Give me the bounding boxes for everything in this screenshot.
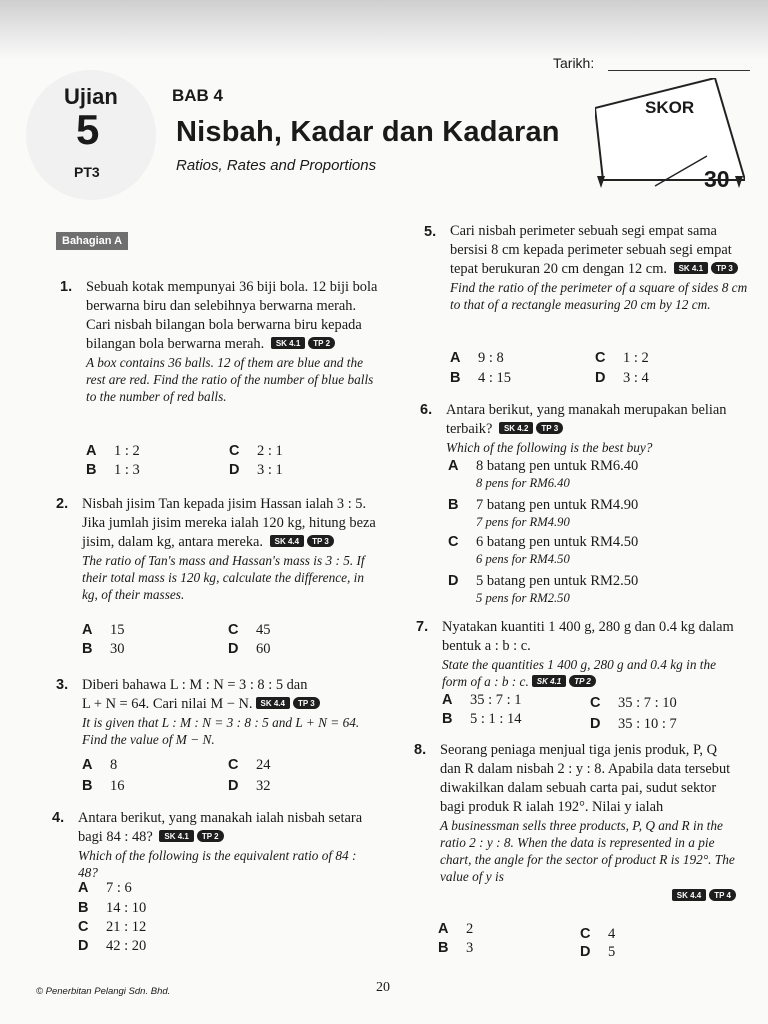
option-d[interactable]: D 60 [228, 641, 271, 657]
option-c[interactable]: C 24 [228, 757, 271, 773]
option-b[interactable]: B 5 : 1 : 14 [442, 711, 522, 727]
test-label: Ujian [64, 84, 118, 109]
option-c[interactable]: C 45 [228, 622, 271, 638]
option-a[interactable]: A 9 : 8 [450, 350, 504, 366]
sk-tag: SK 4.1 [159, 830, 193, 842]
question-5 [450, 222, 748, 313]
question-8 [440, 741, 736, 906]
option-a[interactable]: A 8 batang pen untuk RM6.40 8 pens for RM6.40 [448, 458, 639, 490]
option-c[interactable]: C 1 : 2 [595, 350, 649, 366]
page-title: Nisbah, Kadar dan Kadaran [176, 116, 560, 148]
question-text-en: A businessman sells three products, P, Q and R in the ratio 2 : y : 8. When the data is represented in a pie chart, the angle for the sector of product R is 192°. The value of y is [440, 818, 735, 884]
question-2 [82, 495, 378, 603]
tp-tag: TP 3 [536, 422, 563, 434]
option-c[interactable]: C 35 : 7 : 10 [590, 695, 677, 711]
option-d[interactable]: D 42 : 20 [78, 938, 147, 954]
section-tag: Bahagian A [56, 232, 128, 250]
test-type: PT3 [74, 164, 100, 180]
option-b[interactable]: B 4 : 15 [450, 370, 512, 386]
question-text-ms: Nyatakan kuantiti 1 400 g, 280 g dan 0.4 kg dalam bentuk a : b : c. [442, 619, 734, 654]
question-text-en: A box contains 36 balls. 12 of them are blue and the rest are red. Find the ratio of the number of blue balls to the number of red balls. [86, 355, 374, 404]
question-7 [442, 618, 742, 690]
sk-tag: SK 4.2 [499, 422, 533, 434]
sk-tag: SK 4.4 [672, 889, 706, 901]
sk-tag: SK 4.1 [532, 675, 566, 687]
option-c[interactable]: C 4 [580, 926, 616, 942]
option-b[interactable]: B 3 [438, 940, 474, 956]
question-text-ms: Sebuah kotak mempunyai 36 biji bola. 12 biji bola berwarna biru dan selebihnya berwarna merah. Cari nisbah bilangan bola berwarna biru kepada bilangan bola berwarna merah. [86, 279, 378, 352]
option-a[interactable]: A 2 [438, 921, 474, 937]
question-number: 7. [416, 619, 429, 635]
option-d[interactable]: D 35 : 10 : 7 [590, 716, 677, 732]
question-text-ms: Seorang peniaga menjual tiga jenis produk, P, Q dan R dalam nisbah 2 : y : 8. Apabila data tersebut diwakilkan dalam sebuah carta pai, sudut sektor bagi produk R ialah 192°. Nilai y ialah [440, 742, 731, 815]
chapter-label: BAB 4 [172, 86, 224, 105]
question-text-en: State the quantities 1 400 g, 280 g and 0.4 kg in the form of a : b : c. [442, 657, 717, 689]
question-number: 2. [56, 496, 69, 512]
test-number: 5 [76, 106, 100, 153]
question-text-en: Which of the following is the best buy? [446, 440, 653, 455]
sk-tag: SK 4.1 [674, 262, 708, 274]
tp-tag: TP 4 [709, 889, 736, 901]
question-1 [86, 278, 381, 405]
option-d[interactable]: D 32 [228, 778, 271, 794]
option-b[interactable]: B 1 : 3 [86, 462, 140, 478]
score-total: 30 [704, 166, 730, 192]
option-a[interactable]: A 7 : 6 [78, 880, 132, 896]
option-a[interactable]: A 1 : 2 [86, 443, 140, 459]
question-text-en: Find the value of M − N. [82, 732, 215, 747]
option-a[interactable]: A 35 : 7 : 1 [442, 692, 522, 708]
sk-tag: SK 4.4 [256, 697, 290, 709]
date-label: Tarikh: [553, 55, 595, 71]
question-4 [78, 809, 374, 881]
question-text-ms: Cari nisbah perimeter sebuah segi empat sama bersisi 8 cm kepada perimeter sebuah segi empat tepat berukuran 20 cm dengan 12 cm. [450, 223, 732, 277]
tp-tag: TP 2 [197, 830, 224, 842]
date-line [608, 70, 750, 71]
option-b[interactable]: B 7 batang pen untuk RM4.90 7 pens for RM4.90 [448, 497, 639, 529]
question-number: 3. [56, 677, 69, 693]
question-number: 6. [420, 402, 433, 418]
question-text-en: The ratio of Tan's mass and Hassan's mass is 3 : 5. If their total mass is 120 kg, calculate the difference, in kg, of their masses. [82, 553, 365, 602]
question-text-ms: Diberi bahawa L : M : N = 3 : 8 : 5 dan [82, 677, 308, 693]
question-text-en: Which of the following is the equivalent ratio of 84 : 48? [78, 848, 357, 880]
tp-tag: TP 2 [569, 675, 596, 687]
tp-tag: TP 3 [293, 697, 320, 709]
question-text-ms: Antara berikut, yang manakah merupakan belian terbaik? [446, 402, 727, 437]
question-number: 5. [424, 224, 437, 240]
question-number: 4. [52, 810, 65, 826]
question-6 [446, 401, 746, 456]
score-label: SKOR [645, 98, 695, 117]
sk-tag: SK 4.1 [271, 337, 305, 349]
option-a[interactable]: A 8 [82, 757, 118, 773]
question-text-ms: Nisbah jisim Tan kepada jisim Hassan ialah 3 : 5. Jika jumlah jisim mereka ialah 120 kg, hitung beza jisim, dalam kg, antara mereka. [82, 496, 376, 550]
publisher-credit: © Penerbitan Pelangi Sdn. Bhd. [36, 986, 171, 997]
option-d[interactable]: D 5 [580, 944, 616, 960]
option-d[interactable]: D 3 : 4 [595, 370, 649, 386]
question-number: 8. [414, 742, 427, 758]
question-text-en: Find the ratio of the perimeter of a square of sides 8 cm to that of a rectangle measuring 20 cm by 12 cm. [450, 280, 748, 312]
page-subtitle: Ratios, Rates and Proportions [176, 157, 377, 174]
option-c[interactable]: C 2 : 1 [229, 443, 283, 459]
tp-tag: TP 3 [711, 262, 738, 274]
option-b[interactable]: B 16 [82, 778, 125, 794]
option-d[interactable]: D 3 : 1 [229, 462, 283, 478]
question-text-ms: L + N = 64. Cari nilai M − N. [82, 696, 253, 712]
page-number: 20 [376, 980, 390, 995]
tp-tag: TP 2 [308, 337, 335, 349]
tp-tag: TP 3 [307, 535, 334, 547]
question-text-en: It is given that L : M : N = 3 : 8 : 5 and L + N = 64. [82, 715, 360, 730]
option-b[interactable]: B 14 : 10 [78, 900, 147, 916]
option-c[interactable]: C 6 batang pen untuk RM4.50 6 pens for RM4.50 [448, 534, 639, 566]
option-a[interactable]: A 15 [82, 622, 125, 638]
option-c[interactable]: C 21 : 12 [78, 919, 147, 935]
option-b[interactable]: B 30 [82, 641, 125, 657]
question-3 [82, 676, 382, 748]
question-text-ms: Antara berikut, yang manakah ialah nisbah setara bagi 84 : 48? [78, 810, 363, 845]
option-d[interactable]: D 5 batang pen untuk RM2.50 5 pens for RM2.50 [448, 573, 639, 605]
sk-tag: SK 4.4 [270, 535, 304, 547]
question-number: 1. [60, 279, 73, 295]
page-top-shadow [0, 0, 768, 60]
